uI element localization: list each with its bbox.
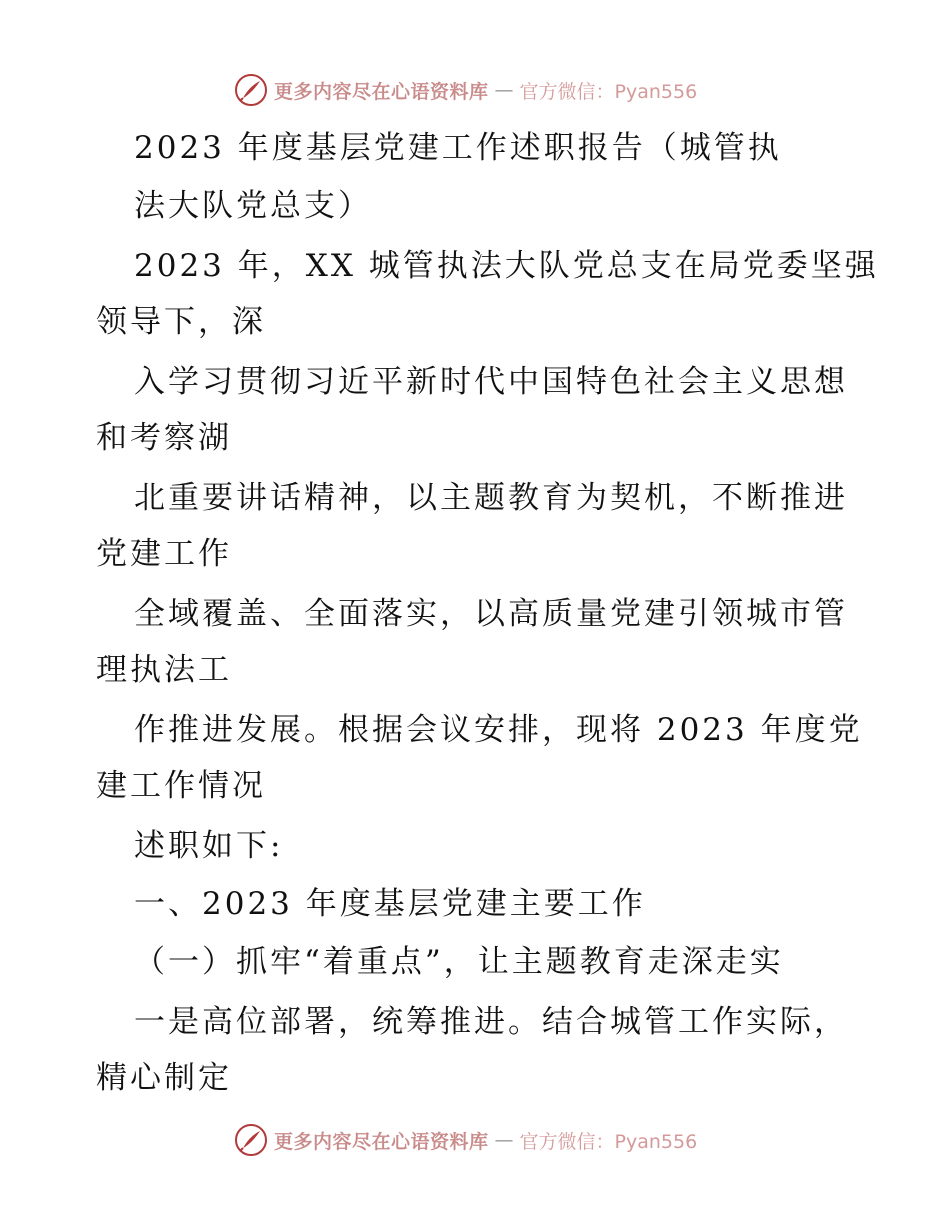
paragraph-line: 一是高位部署，统筹推进。结合城管工作实际， bbox=[134, 1004, 848, 1040]
document-title-line-2: 法大队党总支） bbox=[134, 188, 372, 224]
watermark-separator: — bbox=[494, 79, 514, 101]
document-title-line-1: 2023 年度基层党建工作述职报告（城管执 bbox=[134, 130, 782, 166]
paragraph-line: 北重要讲话精神，以主题教育为契机，不断推进 bbox=[134, 480, 848, 516]
paragraph-line: 和考察湖 bbox=[96, 420, 232, 456]
watermark-brand-text: 更多内容尽在心语资料库 bbox=[274, 80, 489, 103]
paragraph-line: 精心制定 bbox=[96, 1060, 232, 1096]
watermark-separator: — bbox=[494, 1129, 514, 1151]
section-heading: 一、2023 年度基层党建主要工作 bbox=[134, 886, 646, 922]
footer-watermark bbox=[234, 1122, 697, 1158]
paragraph-line: 建工作情况 bbox=[96, 768, 266, 804]
paragraph-line: 述职如下: bbox=[134, 828, 284, 864]
paragraph-line: 2023 年，XX 城管执法大队党总支在局党委坚强 bbox=[134, 248, 879, 284]
watermark-brand-text: 更多内容尽在心语资料库 bbox=[274, 1130, 489, 1153]
subsection-heading: （一）抓牢“着重点”，让主题教育走深走实 bbox=[134, 944, 784, 980]
paragraph-line: 入学习贯彻习近平新时代中国特色社会主义思想 bbox=[134, 364, 848, 400]
watermark-contact-text: 官方微信：Pyan556 bbox=[519, 80, 698, 103]
header-watermark bbox=[234, 72, 697, 108]
paragraph-line: 领导下，深 bbox=[96, 304, 266, 340]
feather-pen-logo-icon bbox=[234, 1123, 268, 1157]
paragraph-line: 作推进发展。根据会议安排，现将 2023 年度党 bbox=[134, 712, 863, 748]
paragraph-line: 全域覆盖、全面落实，以高质量党建引领城市管 bbox=[134, 596, 848, 632]
watermark-contact-text: 官方微信：Pyan556 bbox=[519, 1130, 698, 1153]
paragraph-line: 党建工作 bbox=[96, 536, 232, 572]
paragraph-line: 理执法工 bbox=[96, 652, 232, 688]
feather-pen-logo-icon bbox=[234, 73, 268, 107]
